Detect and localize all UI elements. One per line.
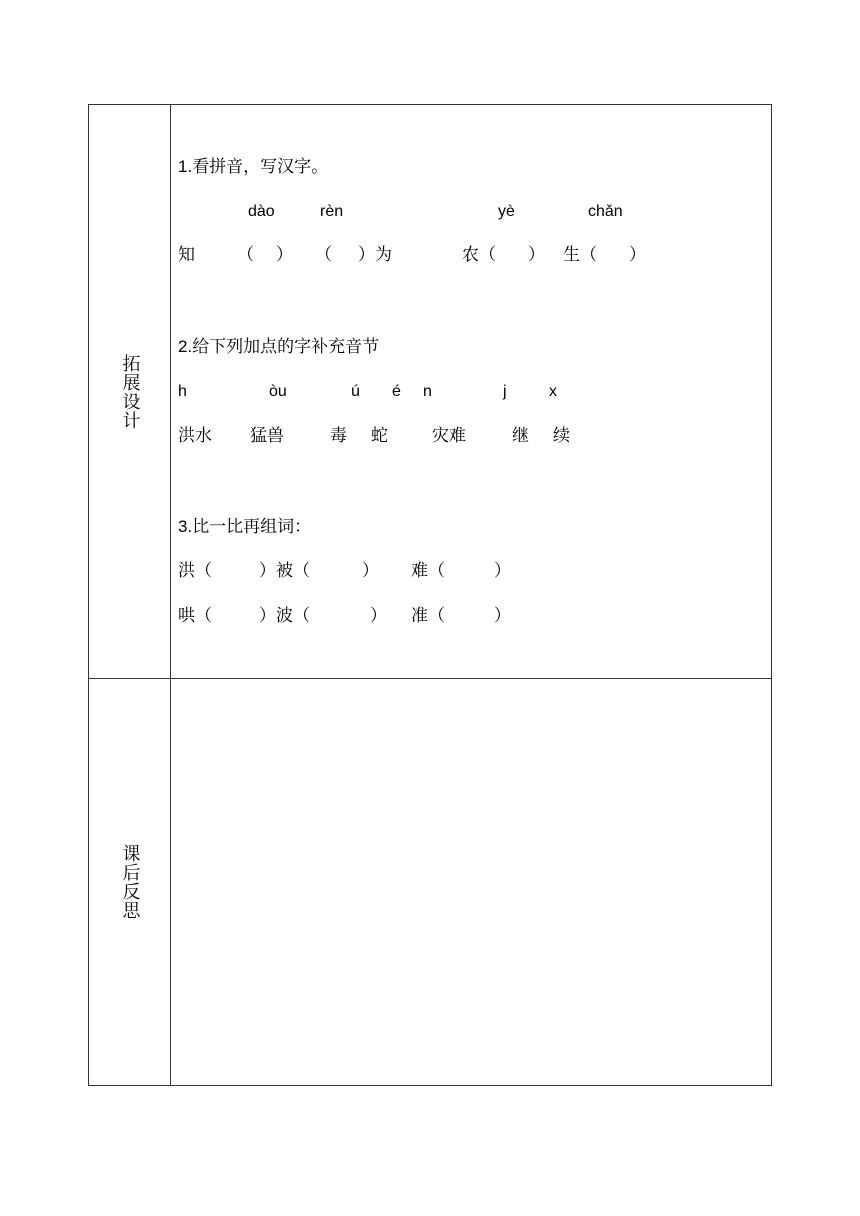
q2-pinyin-h: h <box>178 383 187 400</box>
q2-pinyin-e: é <box>392 383 401 400</box>
q1-sheng-paren-open: 生（ <box>563 245 597 265</box>
q1-paren-open-2: （ <box>315 245 332 265</box>
q2-word-she: 蛇 <box>371 426 388 446</box>
q2-word-hongshui: 洪水 <box>178 426 212 446</box>
q3-row2-bo: ）波（ <box>259 606 310 626</box>
q1-title: 1.看拼音，写汉字。 <box>178 157 329 177</box>
q2-pinyin-x: x <box>549 383 557 400</box>
q3-row1-nan: 难（ <box>411 561 445 581</box>
q2-pinyin-j: j <box>503 383 507 400</box>
row-label-reflection <box>89 679 170 1085</box>
q1-pinyin-ye: yè <box>498 203 515 220</box>
column-divider <box>170 105 171 1085</box>
q3-row2-paren-close: ） <box>370 606 387 626</box>
q2-title: 2.给下列加点的字补充音节 <box>178 337 380 357</box>
q3-row2-zhun: 准（ <box>411 606 445 626</box>
q1-paren-close-4: ） <box>629 245 646 265</box>
q2-pinyin-u: ú <box>351 383 360 400</box>
q1-nong-paren-open: 农（ <box>462 245 496 265</box>
q2-pinyin-ou: òu <box>269 383 287 400</box>
q2-pinyin-n: n <box>423 383 432 400</box>
q3-row1-end: ） <box>494 561 511 581</box>
q1-char-zhi: 知 <box>178 245 195 265</box>
q3-row1-bei: ）被（ <box>259 561 310 581</box>
after-class-reflection-label: 课后反思 <box>119 844 141 920</box>
q1-paren-close-3: ） <box>528 245 545 265</box>
extension-design-label: 拓展设计 <box>119 353 141 430</box>
q3-row2-end: ） <box>494 606 511 626</box>
q1-paren-open-1: （ <box>237 245 254 265</box>
q2-word-du: 毒 <box>330 426 347 446</box>
q2-word-zainan: 灾难 <box>432 426 466 446</box>
q2-word-ji: 继 <box>512 426 529 446</box>
row-divider <box>89 678 771 679</box>
row-label-extension <box>89 105 170 678</box>
q1-paren-close-1: ） <box>276 245 293 265</box>
q1-pinyin-chan: chǎn <box>588 203 623 220</box>
q2-word-xu: 续 <box>553 426 570 446</box>
q3-title: 3.比一比再组词： <box>178 517 312 537</box>
q1-paren-close-wei: ）为 <box>358 245 392 265</box>
q3-row2-hong: 哄（ <box>178 606 212 626</box>
q1-pinyin-ren: rèn <box>320 203 344 220</box>
q1-pinyin-dao: dào <box>248 203 275 220</box>
q3-row1-paren-close: ） <box>362 561 379 581</box>
q3-row1-hong: 洪（ <box>178 561 212 581</box>
q2-word-mengshou: 猛兽 <box>250 426 284 446</box>
